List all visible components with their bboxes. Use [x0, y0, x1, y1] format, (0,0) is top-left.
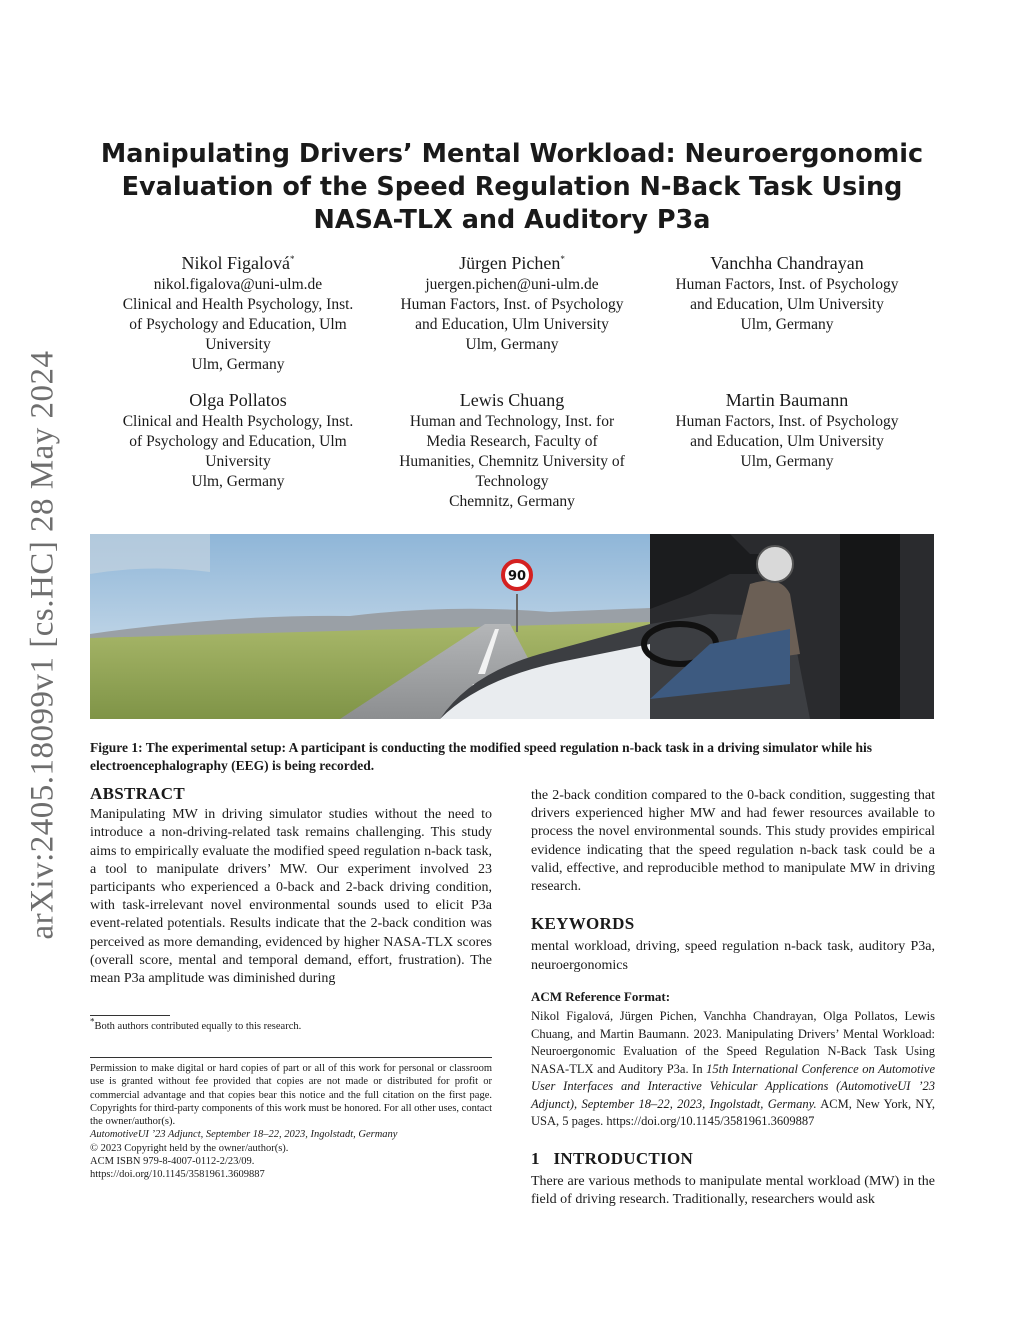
author-affiliation: Human and Technology, Inst. for [409, 413, 615, 430]
author-affiliation: and Education, Ulm University [415, 316, 609, 333]
author-location: Ulm, Germany [465, 336, 559, 353]
abstract-heading: ABSTRACT [90, 784, 185, 803]
author-affiliation: Human Factors, Inst. of Psychology [675, 276, 899, 293]
author-location: Ulm, Germany [191, 473, 285, 490]
eeg-cap [757, 546, 793, 582]
author-block-5 [377, 389, 647, 512]
author-affiliation: Clinical and Health Psychology, Inst. [122, 413, 354, 430]
author-block-3 [652, 252, 922, 335]
author-affiliation: University [205, 336, 271, 353]
right-column [531, 787, 935, 1209]
author-name: Lewis Chuang [459, 390, 565, 410]
author-location: Chemnitz, Germany [449, 493, 575, 510]
simulator-illustration [90, 534, 934, 719]
author-block-4 [103, 389, 373, 492]
figure-driving-simulator [90, 534, 934, 719]
author-name: Martin Baumann [725, 390, 849, 410]
author-affiliation: of Psychology and Education, Ulm [129, 433, 347, 450]
abstract-text: Manipulating MW in driving simulator studies without the need to introduce a non-driving-related task remains challenging. This study aims to empirically evaluate the modified speed regulation n-back task, a tool to manipulate drivers’ MW. Our experiment involved 23 participants who experienced a 0-back and 2-back driving condition, with task-irrelevant novel environmental sounds used to elicit P3a event-related potentials. Results indicate that the 2-back condition was perceived as more demanding, evidenced by higher NASA-TLX scores (overall score, mental and temporal demand, effort, frustration). The mean P3a amplitude was diminished during [90, 807, 492, 987]
permission-block [90, 1062, 492, 1182]
footnote: *Both authors contributed equally to this research. [90, 1016, 302, 1032]
author-email: juergen.pichen@uni-ulm.de [425, 276, 599, 293]
author-name: Olga Pollatos [189, 390, 287, 410]
venue-line: AutomotiveUI ’23 Adjunct, September 18–22, 2023, Ingolstadt, Germany [90, 1129, 398, 1141]
author-affiliation: and Education, Ulm University [690, 296, 884, 313]
acm-reference-heading: ACM Reference Format: [531, 988, 671, 1004]
keywords-heading: KEYWORDS [531, 914, 635, 934]
permission-rule [90, 1057, 492, 1058]
author-block-6 [652, 389, 922, 472]
figure-caption: Figure 1: The experimental setup: A participant is conducting the modified speed regulation n-back task in a driving simulator while his electroencephalography (EEG) is being recorded. [90, 740, 873, 773]
footnote-rule [90, 1015, 170, 1016]
author-affiliation: and Education, Ulm University [690, 433, 884, 450]
author-location: Ulm, Germany [740, 316, 834, 333]
paper-title: Manipulating Drivers’ Mental Workload: Neuroergonomic Evaluation of the Speed Regulation N-Back Task Using NASA-TLX and Auditory P3a [100, 139, 924, 235]
author-location: Ulm, Germany [740, 453, 834, 470]
author-affiliation: of Psychology and Education, Ulm [129, 316, 347, 333]
author-affiliation: Media Research, Faculty of [426, 433, 598, 450]
copyright-line: © 2023 Copyright held by the owner/author(s). [90, 1142, 289, 1154]
cloud [90, 534, 210, 574]
author-affiliation: Clinical and Health Psychology, Inst. [122, 296, 354, 313]
acm-reference-text: Nikol Figalová, Jürgen Pichen, Vanchha Chandrayan, Olga Pollatos, Lewis Chuang, and Martin Baumann. 2023. Manipulating Drivers’ Mental Workload: Neuroergonomic Evaluation of the Speed Regulation N-Back Task Using NASA-TLX and Auditory P3a. In 15th International Conference on Automotive User Interfaces and Interactive Vehicular Applications (AutomotiveUI ’23 Adjunct), September 18–22, 2023, Ingolstadt, Germany. ACM, New York, NY, USA, 5 pages. https://doi.org/10.1145/3581961.3609887 [531, 1009, 936, 1129]
author-affiliation: Human Factors, Inst. of Psychology [400, 296, 624, 313]
author-affiliation: Technology [475, 473, 549, 490]
author-name: Nikol Figalová* [181, 253, 295, 273]
left-column [90, 785, 492, 988]
author-block-2 [377, 252, 647, 355]
author-affiliation: University [205, 453, 271, 470]
speed-limit-value: 90 [507, 569, 527, 584]
doi-line: https://doi.org/10.1145/3581961.3609887 [90, 1169, 265, 1181]
author-name: Jürgen Pichen* [459, 253, 565, 273]
arxiv-identifier: arXiv:2405.18099v1 [cs.HC] 28 May 2024 [24, 350, 61, 940]
author-email: nikol.figalova@uni-ulm.de [153, 276, 323, 293]
introduction-text: There are various methods to manipulate mental workload (MW) in the field of driving research. Traditionally, researchers would ask [531, 1173, 935, 1207]
author-location: Ulm, Germany [191, 356, 285, 373]
seat [840, 534, 900, 719]
keywords-text: mental workload, driving, speed regulation n-back task, auditory P3a, neuroergonomics [531, 939, 935, 973]
arxiv-sidebar [18, 345, 68, 945]
author-affiliation: Humanities, Chemnitz University of [399, 453, 625, 470]
author-affiliation: Human Factors, Inst. of Psychology [675, 413, 899, 430]
isbn-line: ACM ISBN 979-8-4007-0112-2/23/09. [90, 1156, 255, 1168]
author-name: Vanchha Chandrayan [710, 253, 864, 273]
abstract-continuation: the 2-back condition compared to the 0-back condition, suggesting that drivers experienced higher MW and had fewer resources available to process the novel environmental sounds. This study provides empirical evidence indicating that the speed regulation n-back task could be a valid, effective, and reproducible method to manipulate MW in driving research. [531, 788, 935, 895]
author-block-1 [103, 252, 373, 375]
introduction-heading: 1 INTRODUCTION [531, 1148, 694, 1168]
permission-text: Permission to make digital or hard copies of part or all of this work for personal or classroom use is granted without fee provided that copies are not made or distributed for profit or commercial advantage and that copies bear this notice and the full citation on the first page. Copyrights for third-party components of this work must be honored. For all other uses, contact the owner/author(s). [90, 1063, 492, 1128]
